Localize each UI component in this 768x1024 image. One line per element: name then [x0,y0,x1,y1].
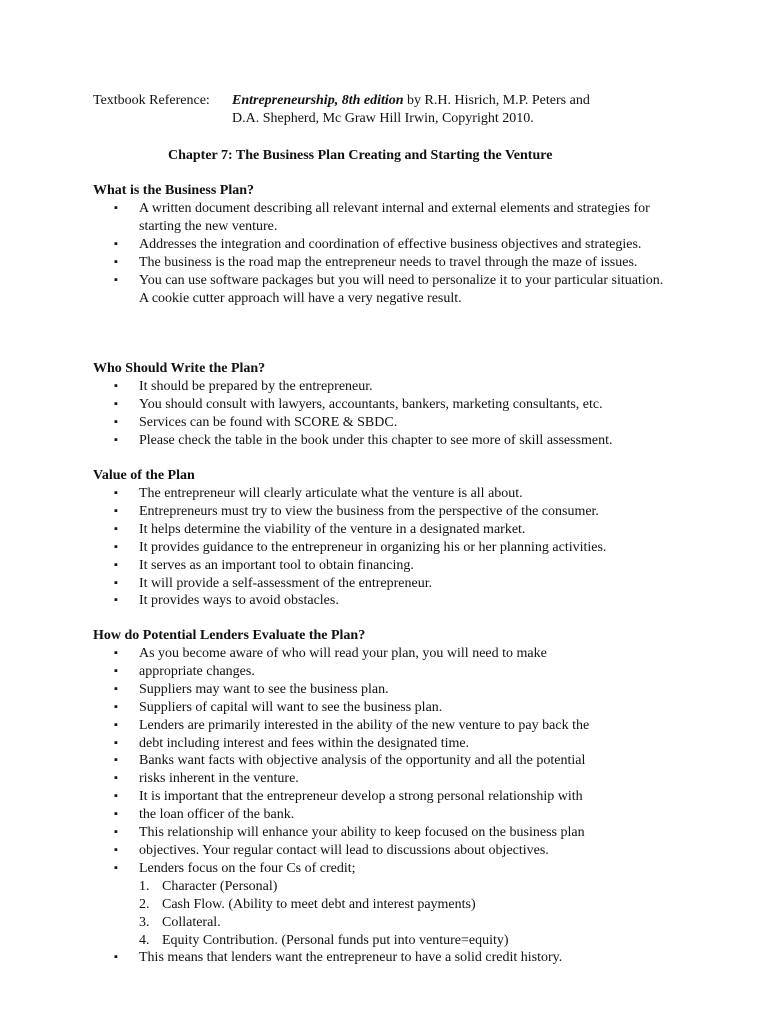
section-heading: Who Should Write the Plan? [93,361,266,376]
bullet-list [93,200,673,307]
section-heading: How do Potential Lenders Evaluate the Plan? [93,628,366,643]
numbered-item [93,914,673,932]
chapter-title: Chapter 7: The Business Plan Creating and Starting the Venture [168,148,553,163]
list-item: ▪ risks inherent in the venture. [93,770,673,788]
credit-cs-list [93,878,673,950]
item-number: 3. [139,914,150,930]
section-lenders [93,627,673,967]
section-heading: What is the Business Plan? [93,183,255,198]
list-item: ▪ Suppliers of capital will want to see the business plan. [93,699,673,717]
section-heading: Value of the Plan [93,468,195,483]
reference-authors-line1: by R.H. Hisrich, M.P. Peters and [403,93,590,108]
list-item: ▪ Entrepreneurs must try to view the business from the perspective of the consumer. [93,503,673,521]
reference-label: Textbook Reference: [93,93,210,108]
list-item: ▪ debt including interest and fees within the designated time. [93,735,673,753]
section-who-should [93,360,673,450]
list-item: ▪ It provides ways to avoid obstacles. [93,592,673,610]
item-number: 4. [139,932,150,948]
list-item: ▪ Banks want facts with objective analysis of the opportunity and all the potential [93,752,673,770]
reference-authors-line2: D.A. Shepherd, Mc Graw Hill Irwin, Copyright 2010. [232,111,534,126]
item-text: Collateral. [162,914,221,930]
list-item: ▪ It will provide a self-assessment of the entrepreneur. [93,575,673,593]
list-item: ▪ Please check the table in the book under this chapter to see more of skill assessment. [93,432,673,450]
section-value [93,467,673,610]
list-item: ▪ Addresses the integration and coordination of effective business objectives and strategies. [93,236,673,254]
numbered-item [93,896,673,914]
list-item: ▪ The business is the road map the entrepreneur needs to travel through the maze of issues. [93,254,673,272]
list-item: ▪ appropriate changes. [93,663,673,681]
reference-book-title: Entrepreneurship, 8th edition [232,93,404,108]
list-item: ▪ You should consult with lawyers, accountants, bankers, marketing consultants, etc. [93,396,673,414]
bullet-list [93,378,673,450]
numbered-item [93,878,673,896]
numbered-item [93,932,673,950]
section-what-is [93,182,673,307]
list-item: ▪ You can use software packages but you will need to personalize it to your particular situation. A cookie cutter approach will have a very negative result. [93,272,673,308]
list-item: ▪ This relationship will enhance your ability to keep focused on the business plan [93,824,673,842]
item-text: Equity Contribution. (Personal funds put into venture=equity) [162,932,509,948]
list-item: ▪ Services can be found with SCORE & SBDC. [93,414,673,432]
list-item: ▪ It should be prepared by the entrepreneur. [93,378,673,396]
list-item: ▪ the loan officer of the bank. [93,806,673,824]
list-item: ▪ It serves as an important tool to obtain financing. [93,557,673,575]
item-text: Character (Personal) [162,878,278,894]
item-text: Cash Flow. (Ability to meet debt and interest payments) [162,896,476,912]
list-item: ▪ It helps determine the viability of the venture in a designated market. [93,521,673,539]
textbook-reference [93,92,590,128]
list-item: ▪ The entrepreneur will clearly articulate what the venture is all about. [93,485,673,503]
list-item: ▪ This means that lenders want the entrepreneur to have a solid credit history. [93,949,673,967]
list-item: ▪ As you become aware of who will read your plan, you will need to make [93,645,673,663]
bullet-list [93,645,673,878]
item-number: 1. [139,878,150,894]
list-item: ▪ It provides guidance to the entrepreneur in organizing his or her planning activities. [93,539,673,557]
item-number: 2. [139,896,150,912]
list-item: ▪ A written document describing all relevant internal and external elements and strategies for starting the new venture. [93,200,673,236]
list-item: ▪ Suppliers may want to see the business plan. [93,681,673,699]
bullet-list [93,485,673,610]
bullet-list [93,949,673,967]
list-item: ▪ It is important that the entrepreneur develop a strong personal relationship with [93,788,673,806]
list-item: ▪ Lenders are primarily interested in the ability of the new venture to pay back the [93,717,673,735]
list-item: ▪ Lenders focus on the four Cs of credit; [93,860,673,878]
list-item: ▪ objectives. Your regular contact will lead to discussions about objectives. [93,842,673,860]
